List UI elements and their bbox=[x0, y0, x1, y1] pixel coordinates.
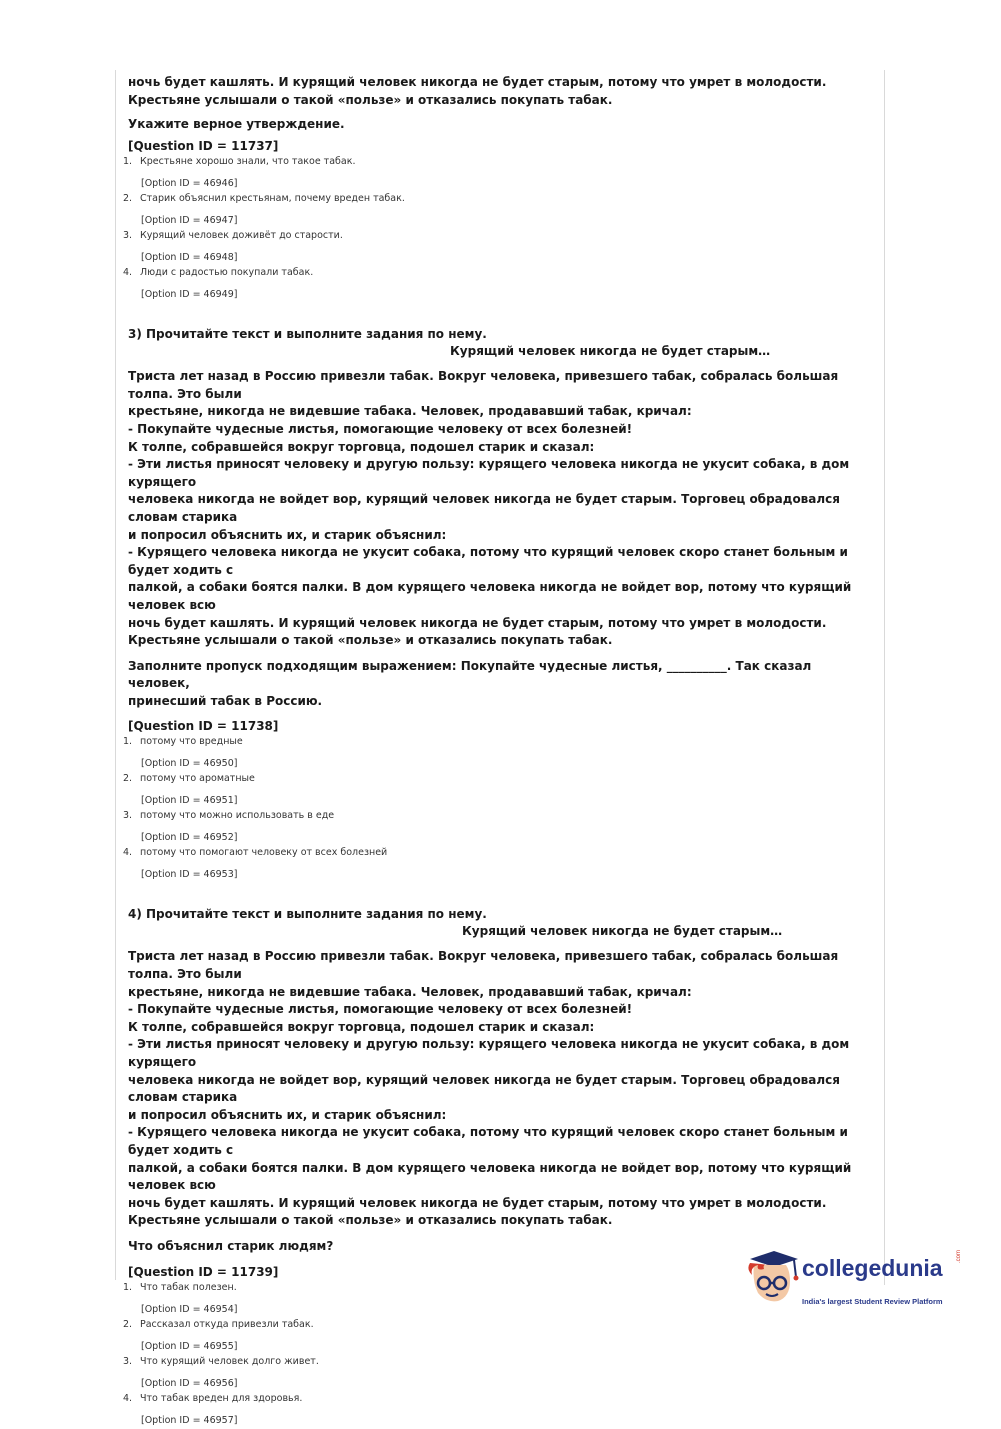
question-text: Укажите верное утверждение. bbox=[128, 117, 345, 132]
passage-line: человека никогда не войдет вор, курящий человек никогда не будет старым. Торговец обрадовался словам старика bbox=[128, 1072, 840, 1105]
passage-title: Курящий человек никогда не будет старым… bbox=[462, 924, 783, 939]
passage-line: ночь будет кашлять. И курящий человек никогда не будет старым, потому что умрет в молодости. bbox=[128, 615, 827, 630]
question-section-4 bbox=[123, 906, 868, 1426]
question-line: Что объяснил старик людям? bbox=[128, 1238, 334, 1253]
section-heading: 3) Прочитайте текст и выполните задания по нему. bbox=[128, 327, 487, 342]
option-item bbox=[123, 1318, 868, 1353]
option-number: 1. bbox=[123, 156, 133, 168]
option-number: 4. bbox=[123, 267, 133, 279]
passage-line: палкой, а собаки боятся палки. В дом курящего человека никогда не войдет вор, потому что курящий человек всю bbox=[128, 580, 852, 612]
passage-line: - Эти листья приносят человеку и другую пользу: курящего человека никогда не укусит собака, в дом курящего bbox=[128, 457, 850, 489]
option-id: [Option ID = 46954] bbox=[141, 1303, 238, 1315]
option-item bbox=[123, 772, 868, 807]
passage bbox=[128, 948, 868, 1230]
option-item bbox=[123, 229, 868, 264]
option-number: 2. bbox=[123, 193, 133, 205]
option-text: Что табак вреден для здоровья. bbox=[140, 1392, 303, 1404]
question-id: [Question ID = 11739] bbox=[128, 1264, 279, 1279]
option-number: 1. bbox=[123, 1281, 133, 1293]
option-text: Старик объяснил крестьянам, почему вреден табак. bbox=[140, 193, 405, 205]
passage-line: человека никогда не войдет вор, курящий человек никогда не будет старым. Торговец обрадовался словам старика bbox=[128, 492, 840, 524]
passage-line: - Курящего человека никогда не укусит собака, потому что курящий человек скоро станет больным и будет ходить с bbox=[128, 545, 848, 577]
option-text: Крестьяне хорошо знали, что такое табак. bbox=[140, 156, 356, 168]
question-id: [Question ID = 11738] bbox=[128, 719, 279, 734]
option-number: 1. bbox=[123, 736, 133, 748]
option-id: [Option ID = 46957] bbox=[141, 1414, 238, 1426]
option-id: [Option ID = 46952] bbox=[141, 832, 238, 844]
logo-wordmark: collegedunia bbox=[802, 1255, 943, 1281]
option-item bbox=[123, 1355, 868, 1390]
option-id: [Option ID = 46953] bbox=[141, 869, 238, 881]
document-body bbox=[123, 74, 868, 1429]
option-text: Что курящий человек долго живет. bbox=[140, 1355, 319, 1367]
option-id: [Option ID = 46956] bbox=[141, 1377, 238, 1389]
option-id: [Option ID = 46949] bbox=[141, 289, 238, 301]
passage-line: и попросил объяснить их, и старик объяснил: bbox=[128, 1107, 447, 1122]
option-item bbox=[123, 846, 868, 881]
option-number: 3. bbox=[123, 1355, 133, 1367]
option-text: Люди с радостью покупали табак. bbox=[140, 267, 314, 279]
option-id: [Option ID = 46950] bbox=[141, 758, 238, 770]
question-id: [Question ID = 11737] bbox=[128, 139, 279, 154]
option-text: Курящий человек доживёт до старости. bbox=[140, 230, 343, 242]
option-id: [Option ID = 46955] bbox=[141, 1340, 238, 1352]
passage-line: К толпе, собравшейся вокруг торговца, подошел старик и сказал: bbox=[128, 1019, 595, 1034]
passage-line: К толпе, собравшейся вокруг торговца, подошел старик и сказал: bbox=[128, 439, 595, 454]
passage-line: крестьяне, никогда не видевшие табака. Человек, продававший табак, кричал: bbox=[128, 984, 692, 999]
intro-line: ночь будет кашлять. И курящий человек никогда не будет старым, потому что умрет в молодости. bbox=[128, 75, 827, 89]
option-text: потому что можно использовать в еде bbox=[140, 810, 335, 822]
passage-line: палкой, а собаки боятся палки. В дом курящего человека никогда не войдет вор, потому что курящий человек всю bbox=[128, 1160, 852, 1193]
question-line: принесший табак в Россию. bbox=[128, 693, 323, 708]
question-section-3 bbox=[123, 326, 868, 881]
passage-line: Триста лет назад в Россию привезли табак. Вокруг человека, привезшего табак, собралась большая толпа. Это были bbox=[128, 949, 839, 982]
option-id: [Option ID = 46951] bbox=[141, 795, 238, 807]
options-list bbox=[123, 155, 868, 301]
passage-line: и попросил объяснить их, и старик объяснил: bbox=[128, 527, 447, 542]
option-text: Что табак полезен. bbox=[140, 1281, 237, 1293]
option-text: потому что вредные bbox=[140, 736, 243, 748]
passage-line: Крестьяне услышали о такой «пользе» и отказались покупать табак. bbox=[128, 1213, 613, 1228]
section-heading: 4) Прочитайте текст и выполните задания по нему. bbox=[128, 907, 487, 922]
passage-line: - Покупайте чудесные листья, помогающие человеку от всех болезней! bbox=[128, 1002, 633, 1017]
intro-line: Крестьяне услышали о такой «пользе» и отказались покупать табак. bbox=[128, 92, 613, 107]
option-item bbox=[123, 192, 868, 227]
left-margin-line bbox=[115, 70, 116, 1280]
question-text bbox=[128, 658, 868, 711]
option-text: Рассказал откуда привезли табак. bbox=[140, 1318, 314, 1330]
passage-line: крестьяне, никогда не видевшие табака. Человек, продававший табак, кричал: bbox=[128, 404, 692, 419]
passage-line: Триста лет назад в Россию привезли табак. Вокруг человека, привезшего табак, собралась большая толпа. Это были bbox=[128, 369, 839, 401]
option-item bbox=[123, 809, 868, 844]
options-list bbox=[123, 735, 868, 881]
option-id: [Option ID = 46946] bbox=[141, 178, 238, 190]
passage-line: ночь будет кашлять. И курящий человек никогда не будет старым, потому что умрет в молодости. bbox=[128, 1195, 827, 1210]
passage-title: Курящий человек никогда не будет старым… bbox=[450, 344, 771, 359]
option-id: [Option ID = 46947] bbox=[141, 215, 238, 227]
option-number: 3. bbox=[123, 810, 133, 822]
question-line: Заполните пропуск подходящим выражением: Покупайте чудесные листья, __________. Так сказал человек, bbox=[128, 658, 812, 691]
logo-domain-suffix: .com bbox=[956, 1249, 962, 1263]
option-item bbox=[123, 735, 868, 770]
option-number: 4. bbox=[123, 1392, 133, 1404]
option-number: 2. bbox=[123, 773, 133, 785]
passage-line: - Эти листья приносят человеку и другую пользу: курящего человека никогда не укусит собака, в дом курящего bbox=[128, 1037, 850, 1070]
option-item bbox=[123, 266, 868, 301]
passage-line: Крестьяне услышали о такой «пользе» и отказались покупать табак. bbox=[128, 633, 613, 648]
option-item bbox=[123, 155, 868, 190]
passage-line: - Курящего человека никогда не укусит собака, потому что курящий человек скоро станет больным и будет ходить с bbox=[128, 1125, 848, 1157]
collegedunia-logo[interactable] bbox=[744, 1247, 969, 1315]
logo-tagline: India's largest Student Review Platform bbox=[802, 1297, 943, 1306]
student-mascot-icon bbox=[744, 1247, 800, 1311]
option-number: 4. bbox=[123, 847, 133, 859]
intro-block bbox=[123, 74, 868, 301]
passage bbox=[128, 368, 868, 650]
option-text: потому что помогают человеку от всех болезней bbox=[140, 847, 388, 859]
passage-line: - Покупайте чудесные листья, помогающие человеку от всех болезней! bbox=[128, 421, 633, 436]
option-item bbox=[123, 1392, 868, 1427]
option-number: 2. bbox=[123, 1318, 133, 1330]
option-text: потому что ароматные bbox=[140, 773, 255, 785]
option-id: [Option ID = 46948] bbox=[141, 252, 238, 264]
right-margin-line bbox=[884, 70, 885, 1285]
option-number: 3. bbox=[123, 230, 133, 242]
